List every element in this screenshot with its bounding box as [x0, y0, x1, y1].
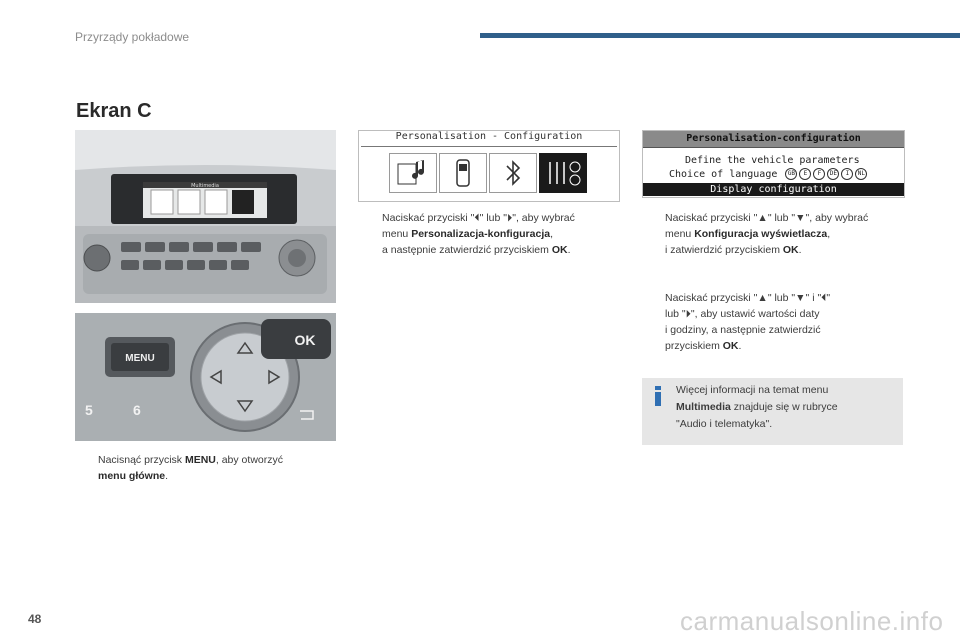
flag-de-icon: DE: [827, 168, 839, 180]
preset-5-label: 5: [85, 402, 93, 418]
screen2-selected-item: Display configuration: [643, 183, 904, 196]
screen-personalisation-icons: [358, 130, 620, 202]
dashboard-photo: [75, 130, 336, 303]
text: Nacisnąć przycisk: [98, 454, 185, 466]
text: "Audio i telematyka".: [676, 418, 773, 430]
instruction-set-date-time: [665, 290, 910, 354]
text: " lub ": [767, 212, 796, 224]
phone-icon: [439, 153, 487, 193]
page-number: 48: [28, 612, 42, 626]
bluetooth-icon: [489, 153, 537, 193]
right-arrow-icon: ⏵: [506, 212, 513, 224]
text: .: [567, 244, 571, 256]
watermark: carmanualsonline.info: [680, 606, 944, 636]
menu-button-label: MENU: [125, 353, 155, 364]
info-text: [676, 382, 896, 433]
text: , aby otworzyć: [215, 454, 283, 466]
text: Naciskać przyciski ": [382, 212, 475, 224]
header-accent-bar: [480, 33, 960, 38]
text: i zatwierdzić przyciskiem: [665, 244, 783, 256]
bold-multimedia: Multimedia: [676, 401, 731, 413]
text: .: [798, 244, 802, 256]
page-heading: Ekran C: [76, 100, 152, 122]
left-arrow-icon: ⏴: [474, 212, 480, 224]
up-arrow-icon: ▲: [757, 292, 768, 304]
bold-ok: OK: [722, 340, 739, 352]
screen2-title: Personalisation-configuration: [643, 131, 904, 148]
text: ,: [550, 228, 553, 240]
instruction-open-menu: [98, 452, 330, 484]
screen2-line-vehicle-parameters: Define the vehicle parameters: [685, 155, 860, 166]
text: znajduje się w rubryce: [730, 401, 838, 413]
text: przyciskiem: [665, 340, 723, 352]
controls-photo: [75, 313, 336, 441]
down-arrow-icon: ▼: [795, 212, 806, 224]
down-arrow-icon: ▼: [795, 292, 806, 304]
bold-ok: OK: [551, 244, 568, 256]
info-icon: [654, 386, 662, 406]
text: " lub ": [767, 292, 796, 304]
flag-e-icon: E: [799, 168, 811, 180]
text: .: [738, 340, 742, 352]
text: " i ": [805, 292, 822, 304]
instruction-select-display-config: [665, 210, 910, 258]
dashboard-illustration: [75, 130, 336, 303]
bold-menu: MENU: [184, 454, 216, 466]
bold-main-menu: menu główne: [98, 470, 166, 482]
display-label: Multimedia: [191, 183, 219, 189]
bold-menu-name: Konfiguracja wyświetlacza: [694, 228, 828, 240]
configuration-icon: [539, 153, 587, 193]
flag-nl-icon: NL: [855, 168, 867, 180]
section-title: Przyrządy pokładowe: [75, 30, 190, 44]
text: ", aby ustawić wartości daty: [690, 308, 820, 320]
up-arrow-icon: ▲: [757, 212, 768, 224]
flag-f-icon: F: [813, 168, 825, 180]
screen1-title: Personalisation - Configuration: [395, 131, 583, 142]
settings-music-icon: [389, 153, 437, 193]
screen-personalisation-list: [642, 130, 905, 198]
text: lub ": [665, 308, 686, 320]
screen1-divider: [361, 146, 617, 147]
ok-button-label: OK: [294, 332, 316, 348]
text: Naciskać przyciski ": [665, 292, 758, 304]
flag-gb-icon: GB: [785, 168, 797, 180]
text: ": [826, 292, 831, 304]
text: menu: [382, 228, 412, 240]
bold-menu-name: Personalizacja-konfiguracja: [411, 228, 551, 240]
preset-6-label: 6: [133, 402, 141, 418]
screen2-line-language: [669, 168, 867, 180]
text: ", aby wybrać: [512, 212, 575, 224]
flag-i-icon: I: [841, 168, 853, 180]
right-arrow-icon: ⏵: [685, 308, 691, 320]
text: Naciskać przyciski ": [665, 212, 758, 224]
controls-illustration: [75, 313, 336, 441]
text: .: [165, 470, 169, 482]
text: " lub ": [479, 212, 507, 224]
text: a następnie zatwierdzić przyciskiem: [382, 244, 552, 256]
screen2-language-label: Choice of language: [669, 169, 778, 180]
text: ", aby wybrać: [805, 212, 869, 224]
instruction-select-personalisation: [382, 210, 627, 258]
bold-ok: OK: [782, 244, 799, 256]
text: i godziny, a następnie zatwierdzić: [665, 324, 821, 336]
text: menu: [665, 228, 695, 240]
text: ,: [827, 228, 831, 240]
left-arrow-icon: ⏴: [821, 292, 827, 304]
text: Więcej informacji na temat menu: [676, 384, 829, 396]
